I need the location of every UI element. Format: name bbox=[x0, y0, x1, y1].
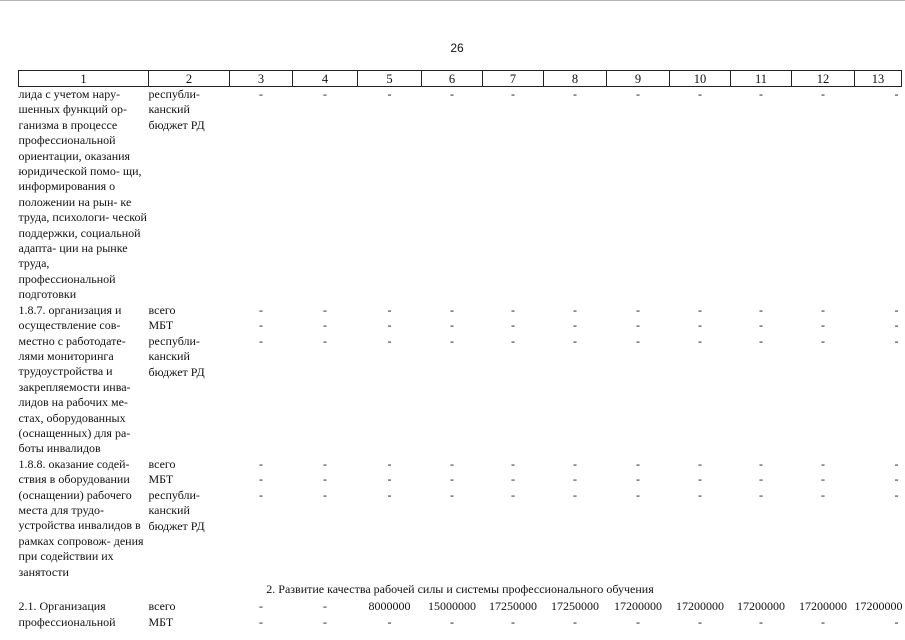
value-cell: - bbox=[821, 87, 825, 101]
col-header-12: 12 bbox=[792, 71, 855, 87]
value-cell: - - - bbox=[450, 302, 454, 348]
value-cell: 17200000 - bbox=[676, 599, 724, 629]
col-header-8: 8 bbox=[544, 71, 607, 87]
table-row bbox=[19, 87, 902, 303]
value-cell: - - - bbox=[821, 302, 825, 348]
value-cell: 8000000 - bbox=[368, 599, 411, 629]
funding-source-mbt: МБТ bbox=[148, 472, 174, 487]
value-cell: - bbox=[511, 87, 515, 101]
funding-source-mbt: МБТ bbox=[148, 614, 174, 629]
value-cell: - bbox=[636, 87, 640, 101]
page-top-edge bbox=[0, 0, 905, 1]
col-header-5: 5 bbox=[358, 71, 422, 87]
value-cell: - - bbox=[323, 599, 327, 629]
header-row bbox=[19, 71, 902, 87]
value-cell: 17200000 - bbox=[614, 599, 662, 629]
value-cell: - - - bbox=[573, 302, 577, 348]
funding-sources bbox=[149, 599, 230, 630]
funding-sources bbox=[149, 303, 230, 457]
col-header-10: 10 bbox=[670, 71, 731, 87]
measure-description: 2.1. Организация профессиональной bbox=[18, 599, 116, 629]
funding-source-total: всего bbox=[148, 302, 176, 317]
value-cell: - - - bbox=[573, 456, 577, 502]
funding-sources bbox=[149, 457, 230, 580]
value-cell: - - - bbox=[759, 302, 763, 348]
measure-description: 1.8.7. организация и осуществление сов- местно с работодате- лями мониторинга трудоустройства и закрепляемости инва- лидов на рабочих ме- стах, оборудованных (оснащенных) для ра- боты инвалидов bbox=[18, 302, 131, 456]
measure-description: лида с учетом нару- шенных функций ор- ганизма в процессе профессиональной ориентации, оказания юридической помо- щи, информирования о положении на рын- ке труда, психологи- ческой поддержки, социальной адапта- ции на рынке труда, профессиональной подготовки bbox=[18, 87, 147, 302]
value-cell: - bbox=[259, 87, 263, 101]
value-cell: - - - bbox=[511, 302, 515, 348]
value-cell: - bbox=[759, 87, 763, 101]
funding-source-total: всего bbox=[148, 599, 176, 614]
value-cell: - - - bbox=[636, 302, 640, 348]
value-cell: - - - bbox=[387, 302, 392, 348]
value-cell: - bbox=[894, 87, 899, 101]
col-header-9: 9 bbox=[607, 71, 670, 87]
value-cell: - - - bbox=[387, 456, 392, 502]
funding-source-republic-budget: республи- канский бюджет РД bbox=[148, 487, 205, 533]
value-cell: - bbox=[698, 87, 702, 101]
value-cell: - - - bbox=[821, 456, 825, 502]
value-cell: 17250000 - bbox=[551, 599, 599, 629]
funding-source-total: всего bbox=[148, 456, 176, 471]
value-cell: - - bbox=[259, 599, 263, 629]
value-cell: - - - bbox=[894, 456, 899, 502]
col-header-1: 1 bbox=[19, 71, 149, 87]
col-header-6: 6 bbox=[422, 71, 483, 87]
value-cell: - bbox=[450, 87, 454, 101]
value-cell: - - - bbox=[450, 456, 454, 502]
funding-source: республи- канский бюджет РД bbox=[148, 87, 205, 132]
table-row bbox=[19, 457, 902, 580]
value-cell: - - - bbox=[323, 302, 327, 348]
col-header-13: 13 bbox=[855, 71, 902, 87]
value-cell: 17250000 - bbox=[489, 599, 537, 629]
col-header-2: 2 bbox=[149, 71, 230, 87]
col-header-3: 3 bbox=[230, 71, 293, 87]
table-row bbox=[19, 303, 902, 457]
value-cell: - - - bbox=[259, 456, 263, 502]
funding-source-mbt: МБТ bbox=[148, 318, 174, 333]
table-row bbox=[19, 599, 902, 630]
col-header-4: 4 bbox=[293, 71, 358, 87]
measure-description: 1.8.8. оказание содей- ствия в оборудовании (оснащении) рабочего места для трудо- устройства инвалидов в рамках сопровож- дения при содействии их занятости bbox=[18, 456, 144, 579]
col-header-7: 7 bbox=[483, 71, 544, 87]
value-cell: 15000000 - bbox=[428, 599, 476, 629]
value-cell: - bbox=[573, 87, 577, 101]
col-header-11: 11 bbox=[731, 71, 792, 87]
value-cell: 17200000 - bbox=[737, 599, 785, 629]
value-cell: - - - bbox=[323, 456, 327, 502]
section-row bbox=[19, 580, 902, 599]
funding-source-republic-budget: республи- канский бюджет РД bbox=[148, 333, 205, 379]
value-cell: - - - bbox=[511, 456, 515, 502]
value-cell: 17200000 - bbox=[799, 599, 847, 629]
value-cell: - bbox=[323, 87, 327, 101]
program-financing-table bbox=[18, 70, 902, 630]
value-cell: - - - bbox=[698, 302, 702, 348]
value-cell: - bbox=[387, 87, 392, 101]
value-cell: 17200000 - bbox=[854, 599, 903, 629]
value-cell: - - - bbox=[698, 456, 702, 502]
value-cell: - - - bbox=[259, 302, 263, 348]
value-cell: - - - bbox=[636, 456, 640, 502]
value-cell: - - - bbox=[759, 456, 763, 502]
value-cell: - - - bbox=[894, 302, 899, 348]
page-number: 26 bbox=[450, 41, 464, 55]
section-title: 2. Развитие качества рабочей силы и системы профессионального обучения bbox=[266, 582, 654, 596]
